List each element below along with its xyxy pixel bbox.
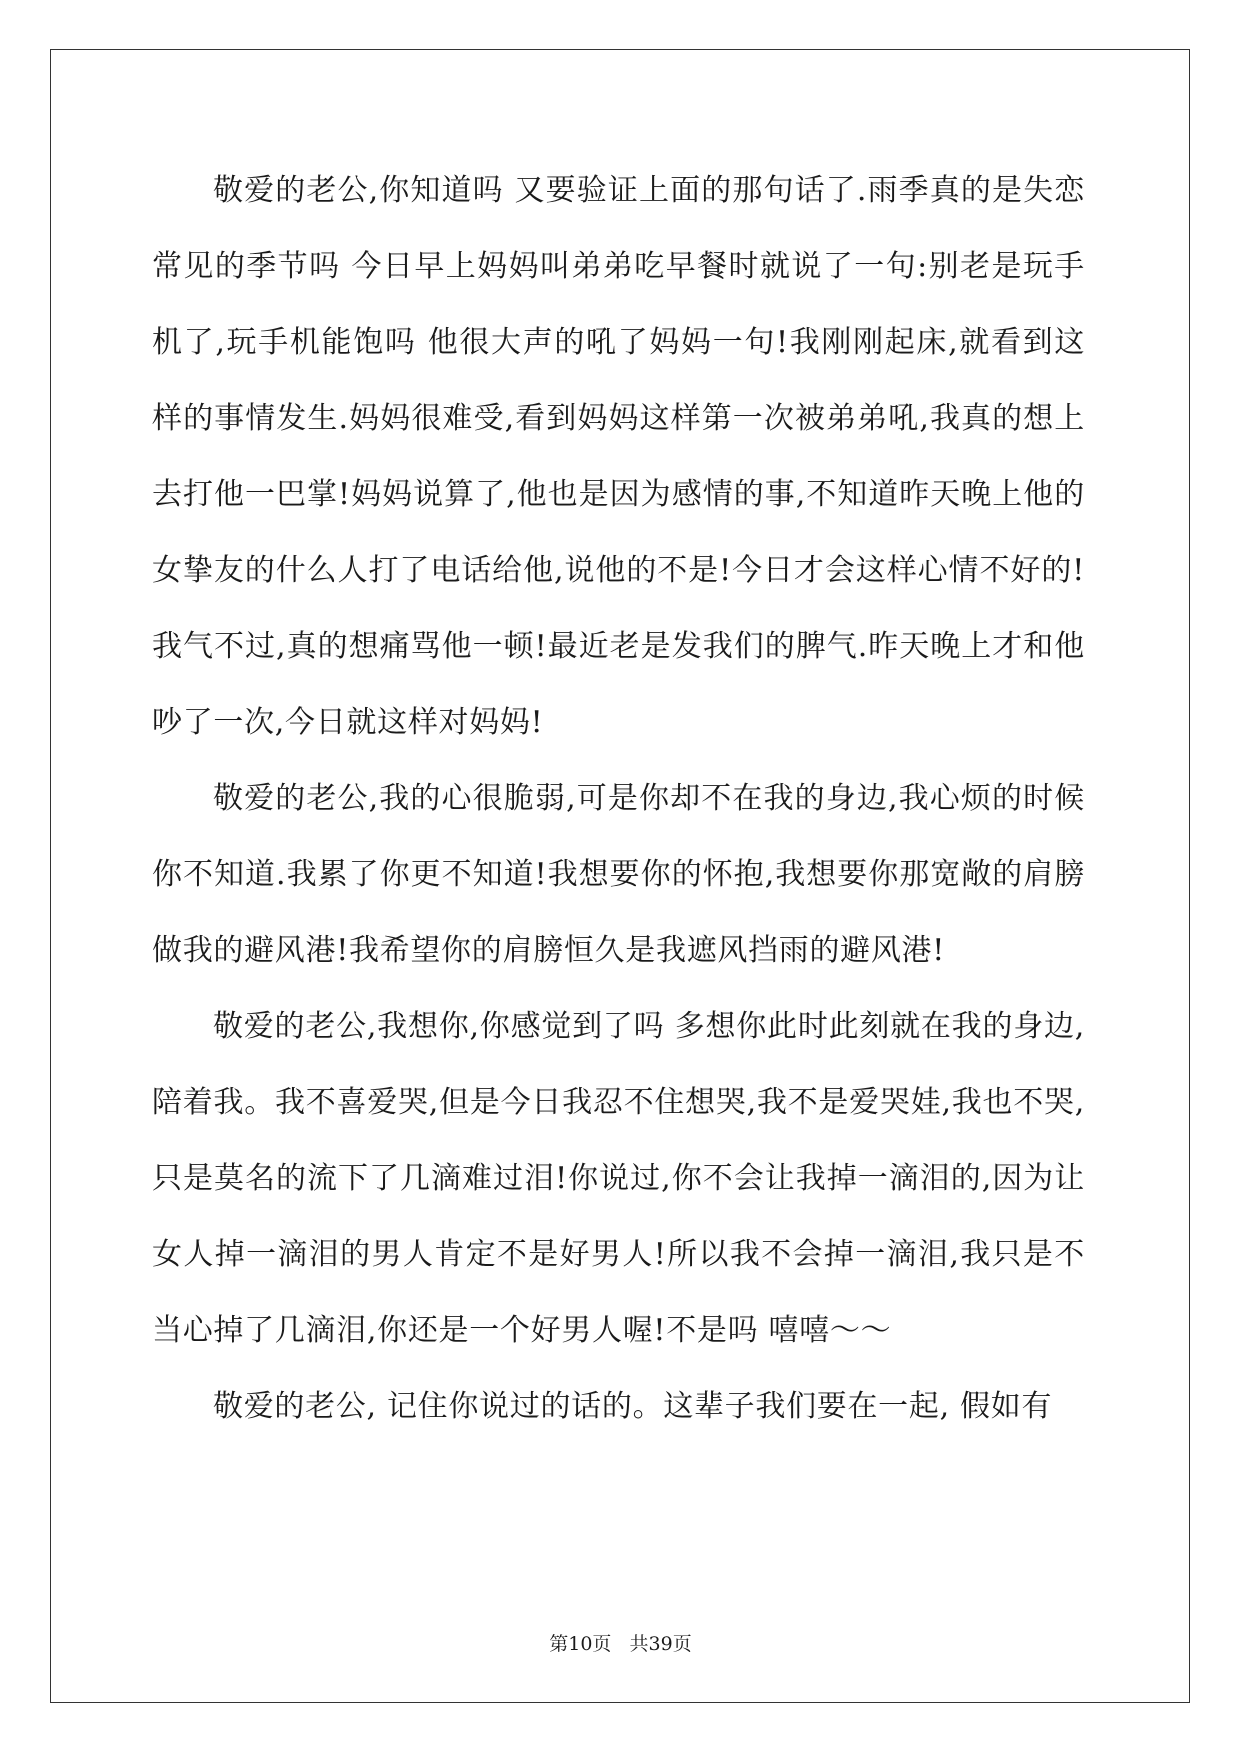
page-number-footer: 第10页 共39页 [549,1633,692,1655]
document-body [152,153,1085,1445]
paragraph-2: 敬爱的老公,我的心很脆弱,可是你却不在我的身边,我心烦的时候你不知道.我累了你更不知道!我想要你的怀抱,我想要你那宽敞的肩膀做我的避风港!我希望你的肩膀恒久是我遮风挡雨的避风港! [152,781,1085,968]
paragraph-1: 敬爱的老公,你知道吗 又要验证上面的那句话了.雨季真的是失恋常见的季节吗 今日早上妈妈叫弟弟吃早餐时就说了一句:别老是玩手机了,玩手机能饱吗 他很大声的吼了妈妈一句!我刚刚起床,就看到这样的事情发生.妈妈很难受,看到妈妈这样第一次被弟弟吼,我真的想上去打他一巴掌!妈妈说算了,他也是因为感情的事,不知道昨天晚上他的女挚友的什么人打了电话给他,说他的不是!今日才会这样心情不好的!我气不过,真的想痛骂他一顿!最近老是发我们的脾气.昨天晚上才和他吵了一次,今日就这样对妈妈! [152,173,1085,740]
paragraph-3: 敬爱的老公,我想你,你感觉到了吗 多想你此时此刻就在我的身边,陪着我。我不喜爱哭,但是今日我忍不住想哭,我不是爱哭娃,我也不哭,只是莫名的流下了几滴难过泪!你说过,你不会让我掉一滴泪的,因为让女人掉一滴泪的男人肯定不是好男人!所以我不会掉一滴泪,我只是不当心掉了几滴泪,你还是一个好男人喔!不是吗 嘻嘻～～ [152,1009,1085,1348]
paragraph-4: 敬爱的老公, 记住你说过的话的。这辈子我们要在一起, 假如有 [213,1389,1053,1424]
